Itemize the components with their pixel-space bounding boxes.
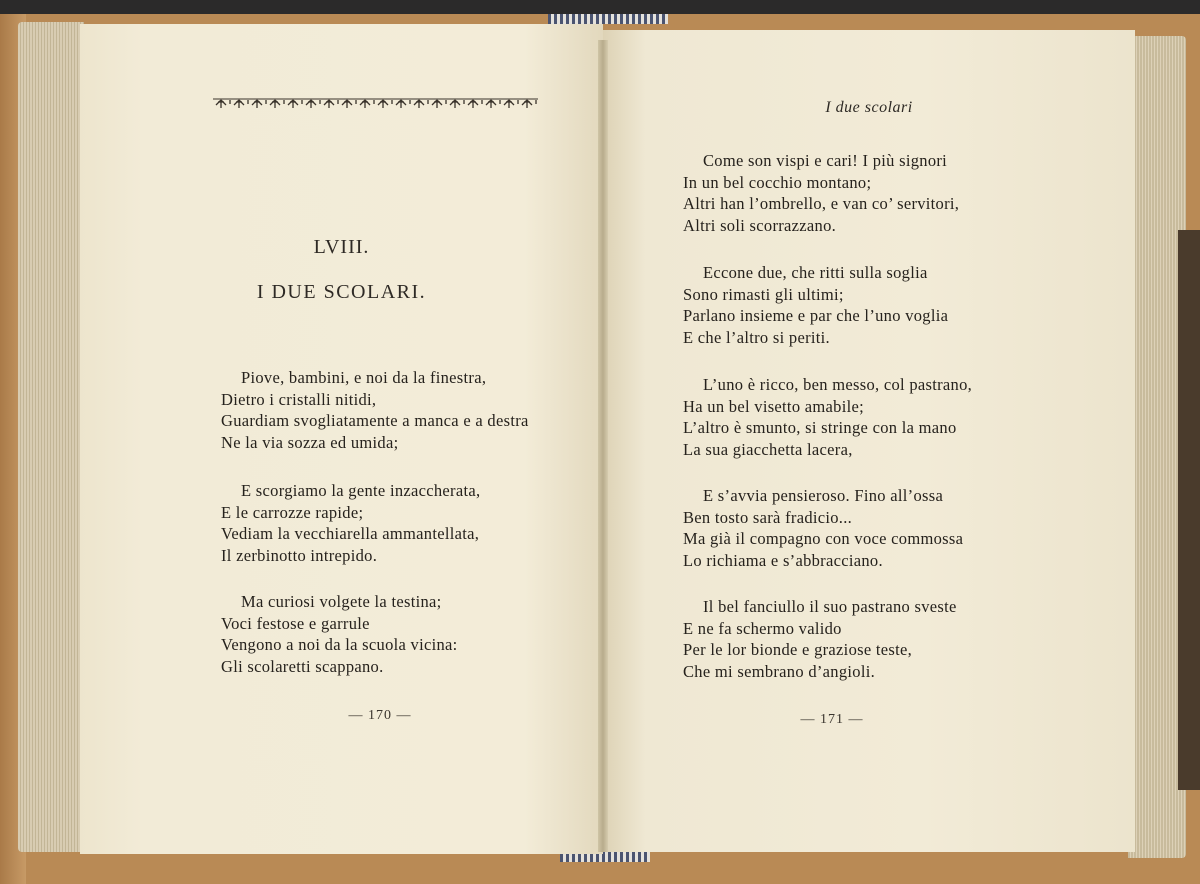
ornament-fleuron: [324, 100, 338, 108]
verse-line: Vediam la vecchiarella ammantellata,: [221, 524, 480, 543]
verse-line: Voci festose e garrule: [221, 613, 370, 633]
verse-line: E s’avvia pensieroso. Fino all’ossa: [703, 486, 944, 505]
verse-line: Per le lor bionde e graziose teste,: [683, 640, 913, 659]
verse-line: Piove, bambini, e noi da la finestra,: [241, 368, 487, 387]
right-stanza-4: [683, 485, 963, 571]
right-stanza-5: [683, 596, 957, 682]
running-head: I due scolari: [825, 99, 913, 116]
right-stanza-3: [683, 374, 972, 460]
page-number-left: — 170 —: [348, 708, 412, 723]
page-edges-left: [18, 22, 84, 852]
ornament-fleuron: [216, 100, 230, 108]
cover-edge-right: [1178, 230, 1200, 790]
ornament-fleuron: [360, 100, 374, 108]
ornament-fleuron: [270, 100, 284, 108]
ornament-fleuron: [432, 100, 446, 108]
ornament-fleuron: [486, 100, 500, 108]
chapter-title: I DUE SCOLARI.: [256, 281, 427, 303]
ornament-fleuron: [306, 100, 320, 108]
left-stanza-3: [221, 591, 458, 677]
ornament-fleuron: [234, 100, 248, 108]
verse-line: La sua giacchetta lacera,: [683, 439, 853, 459]
verse-line: Vengono a noi da la scuola vicina:: [221, 635, 458, 654]
verse-line: E ne fa schermo valido: [683, 618, 842, 638]
verse-line: Gli scolaretti scappano.: [221, 656, 384, 676]
verse-line: Il zerbinotto intrepido.: [221, 545, 378, 565]
book-gutter: [598, 40, 608, 852]
decorative-ornament-band: [213, 96, 538, 110]
verse-line: In un bel cocchio montano;: [683, 172, 872, 192]
right-stanza-2: [683, 262, 948, 348]
verse-line: Guardiam svogliatamente a manca e a destra: [221, 411, 529, 430]
verse-line: Sono rimasti gli ultimi;: [683, 284, 844, 304]
verse-line: Che mi sembrano d’angioli.: [683, 661, 876, 681]
verse-line: Ne la via sozza ed umida;: [221, 432, 399, 452]
right-stanza-1: [683, 150, 959, 236]
ornament-fleuron: [522, 100, 536, 108]
verse-line: E scorgiamo la gente inzaccherata,: [241, 481, 481, 500]
verse-line: Ma già il compagno con voce commossa: [683, 529, 964, 548]
ornament-fleuron: [414, 100, 428, 108]
ornament-fleuron: [252, 100, 266, 108]
verse-line: Ben tosto sarà fradicio...: [683, 507, 853, 527]
verse-line: Lo richiama e s’abbracciano.: [683, 550, 883, 570]
verse-line: Come son vispi e cari! I più signori: [703, 151, 948, 170]
ornament-fleuron: [342, 100, 356, 108]
verse-line: Ma curiosi volgete la testina;: [241, 592, 442, 611]
verse-line: Altri han l’ombrello, e van co’ servitori,: [683, 194, 960, 213]
verse-line: Parlano insieme e par che l’uno voglia: [683, 306, 949, 325]
verse-line: Ha un bel visetto amabile;: [683, 396, 865, 416]
verse-line: Il bel fanciullo il suo pastrano sveste: [703, 597, 957, 616]
ornament-fleuron: [450, 100, 464, 108]
verse-line: Dietro i cristalli nitidi,: [221, 389, 377, 409]
ornament-fleuron: [504, 100, 518, 108]
verse-line: Eccone due, che ritti sulla soglia: [703, 263, 928, 282]
ornament-fleuron: [378, 100, 392, 108]
verse-line: L’uno è ricco, ben messo, col pastrano,: [703, 375, 973, 394]
verse-line: Altri soli scorrazzano.: [683, 215, 837, 235]
ornament-fleuron: [468, 100, 482, 108]
verse-line: E che l’altro si periti.: [683, 327, 830, 347]
verse-line: E le carrozze rapide;: [221, 502, 364, 522]
ornament-fleuron: [396, 100, 410, 108]
chapter-number: LVIII.: [313, 236, 370, 258]
left-stanza-1: [221, 367, 529, 453]
page-number-right: — 171 —: [800, 712, 864, 727]
left-stanza-2: [221, 480, 480, 566]
verse-line: L’altro è smunto, si stringe con la mano: [683, 418, 957, 437]
headband-top: [548, 14, 668, 24]
ornament-fleuron: [288, 100, 302, 108]
